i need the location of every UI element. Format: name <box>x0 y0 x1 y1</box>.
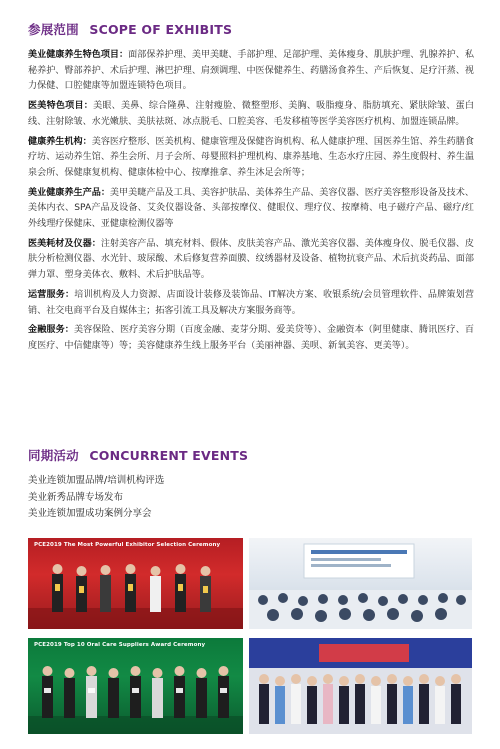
event-photo-grid <box>28 538 472 734</box>
event-item: 美业连锁加盟品牌/培训机构评选 <box>28 475 165 486</box>
summit-group-scene <box>249 638 472 734</box>
scope-paragraph <box>28 48 474 95</box>
scope-text: 美容保险、医疗美容分期（百度金融、麦芽分期、爱美贷等）、金融资本（阿里健康、腾讯医疗、百度医疗、中信健康等）等；美容健康养生线上服务平台（美丽神器、美呗、新氧美容、更美等）。 <box>28 325 474 351</box>
events-list <box>28 473 328 523</box>
scope-paragraph <box>28 288 474 319</box>
award-ceremony-scene <box>28 538 243 629</box>
exhibit-scope-list <box>28 48 474 359</box>
forum-audience-photo <box>249 538 472 629</box>
scope-paragraph <box>28 135 474 182</box>
scope-text: 注射美容产品、填充材料、假体、皮肤美容产品、激光美容仪器、美体瘦身仪、脱毛仪器、皮肤分析检测仪器、水光针、玻尿酸、术后修复营养面膜、纹绣器材及设备、植物抗衰产品、术后抗炎药品、面部弹力罩、塑身美体衣、敷料、术后护肤品等。 <box>28 238 474 281</box>
scope-label: 美业健康养生产品： <box>28 187 110 198</box>
scope-paragraph <box>28 237 474 284</box>
scope-text: 培训机构及人力资源、店面设计装修及装饰品、IT解决方案、收银系统/会员管理软件、品牌策划营销、社交电商平台及自媒体主；拓客引流工具及解决方案服务商等。 <box>28 289 474 316</box>
scope-paragraph <box>28 186 474 233</box>
scope-label: 医美特色项目： <box>28 101 94 112</box>
oral-care-award-photo <box>28 638 243 734</box>
scope-label: 金融服务： <box>28 325 74 336</box>
photo-caption: PCE2019 The Most Powerful Exhibitor Selection Ceremony <box>34 542 221 548</box>
scope-text: 面部保养护理、美甲美睫、手部护理、足部护理、美体瘦身、肌肤护理、乳腺养护、私秘养护、臀部养护、术后护理、淋巴护理、肩颈调理、中医保健养生、药膳汤食养生、产后恢复、足疗汗蒸、视力保健、口腔健康等加盟连锁特色项目。 <box>28 50 474 92</box>
scope-paragraph <box>28 99 474 130</box>
event-item: 美业连锁加盟成功案例分享会 <box>28 508 152 519</box>
scope-label: 美业健康养生特色项目： <box>28 50 129 60</box>
event-item: 美业新秀品牌专场发布 <box>28 491 124 503</box>
events-heading-cn: 同期活动 <box>28 448 79 463</box>
photo-caption: PCE2019 Top 10 Oral Care Suppliers Award Ceremony <box>34 642 206 648</box>
scope-heading-cn: 参展范围 <box>28 22 79 37</box>
summit-group-photo <box>249 638 472 734</box>
scope-text: 美眼、美鼻、综合隆鼻、注射瘦脸、微整塑形、美胸、吸脂瘦身、脂肪填充、紧肤除皱、蛋白线、注射除皱、水光嫩肤、美肤祛斑、冰点脱毛、口腔美容、毛发移植等医学美容医疗机构、加盟连锁品牌。 <box>28 101 474 127</box>
scope-heading-en: SCOPE OF EXHIBITS <box>89 22 233 37</box>
events-heading-en: CONCURRENT EVENTS <box>89 448 249 463</box>
scope-label: 运营服务： <box>28 289 75 300</box>
scope-text: 美甲美睫产品及工具、美容护肤品、美体养生产品、美容仪器、医疗美容整形设备及技术、美体内衣、SPA产品及设备、艾灸仪器设备、头部按摩仪、健眼仪、理疗仪、按摩椅、电子磁疗产品、磁疗/红外线理疗保健床、亚健康检测仪器等 <box>28 187 474 230</box>
scope-text: 美容医疗整形、医美机构、健康管理及保健咨询机构、私人健康护理、国医养生馆、养生药膳食疗坊、运动养生馆、养生会所、月子会所、母婴照料护理机构、康养基地、生态水疗庄园、养生度假村、养生温泉会所、保健康复机构、健康体检中心、按摩推拿、养生沐足会所等； <box>28 136 474 178</box>
scope-heading <box>28 20 232 38</box>
scope-label: 医美耗材及仪器： <box>28 238 101 249</box>
forum-audience-scene <box>249 538 472 629</box>
scope-paragraph <box>28 323 474 354</box>
award-ceremony-photo <box>28 538 243 629</box>
scope-label: 健康养生机构： <box>28 136 92 147</box>
events-heading <box>28 446 248 464</box>
oral-care-award-scene <box>28 638 243 734</box>
